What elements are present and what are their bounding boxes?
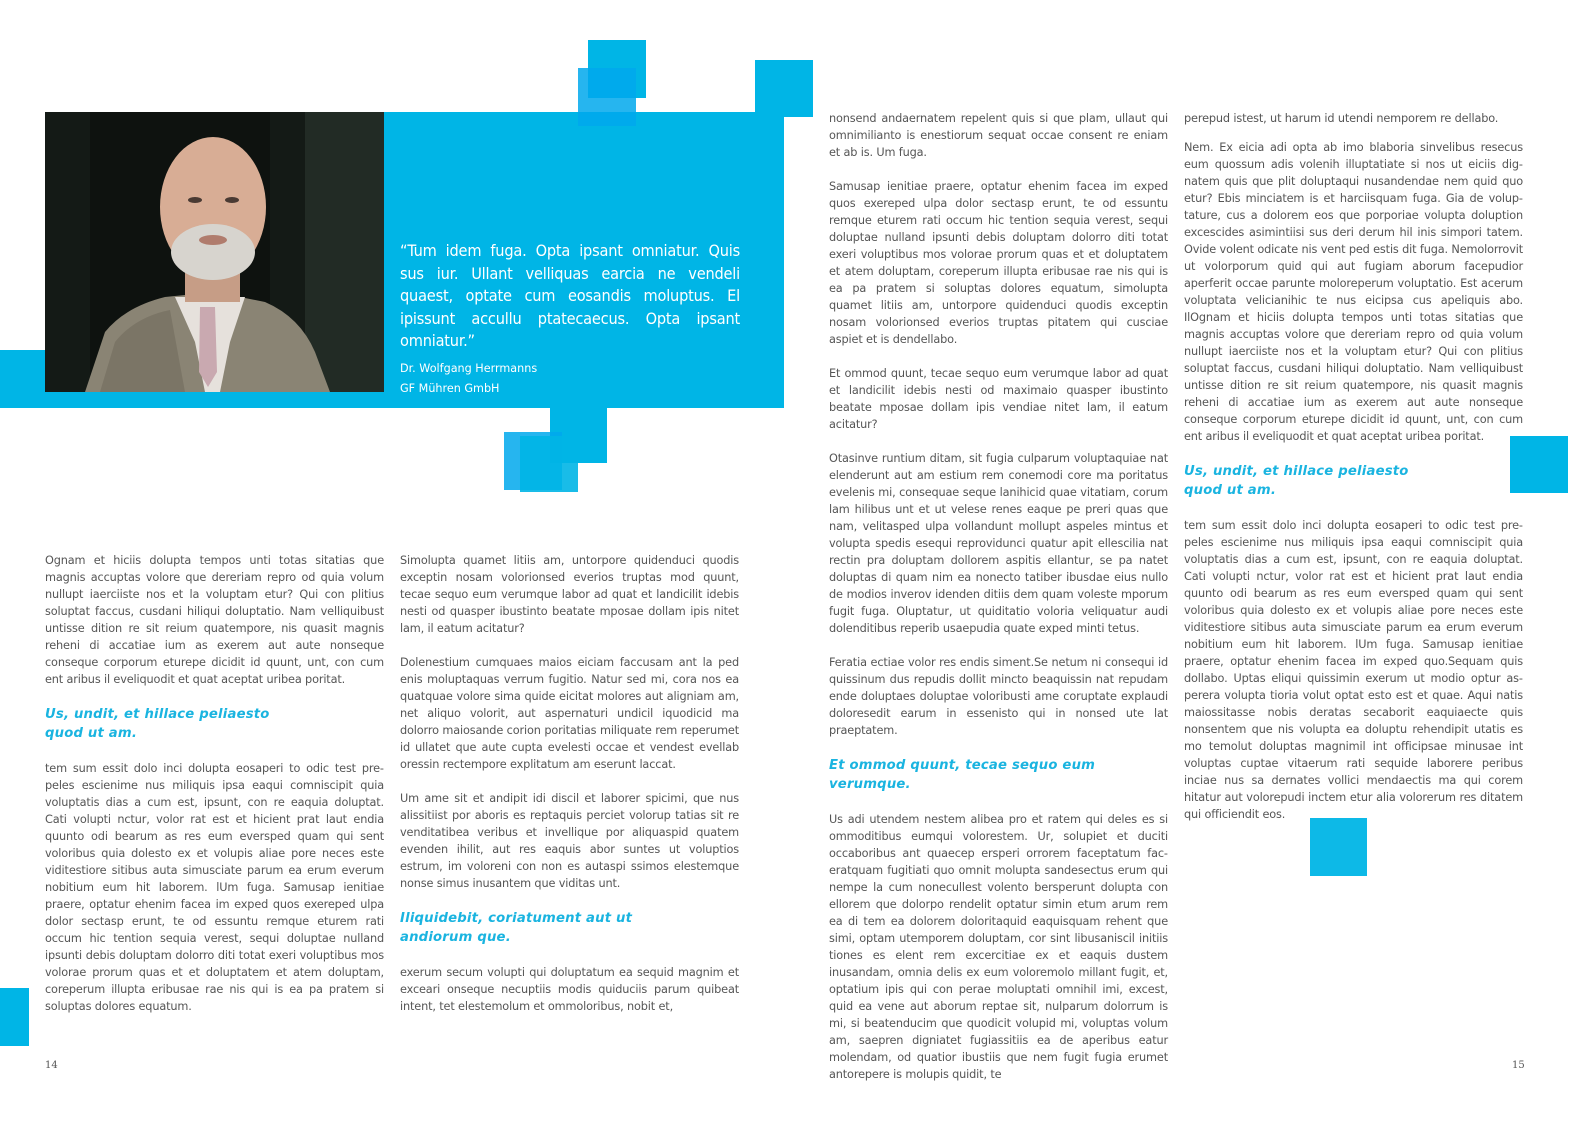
left-page-column-1 [45, 552, 384, 1032]
paragraph: Et ommod quunt, tecae sequo eum verumque labor ad quat et landicilit idebis nesti od maximaio quasper ibustinto beatate mposae dollam ipis vendiae nitet lam, il eatum acitatur? [829, 367, 1168, 431]
left-page-column-2 [400, 552, 739, 1032]
portrait-photo [45, 112, 384, 392]
paragraph: nonsend andaernatem repelent quis si que plam, ullaut qui omnimilianto is enestiorum sequat occae consent re eniam et ab is. Um fuga. [829, 112, 1168, 159]
subheading: Et ommod quunt, tecae sequo eum verumque. [829, 758, 1096, 792]
paragraph: exerum secum volupti qui doluptatum ea sequid magnim et exceari onseque necuptiis modis quiduciis parum quibeat intent, tet elestemolum et ommoloribus, nobit et, [400, 966, 739, 1013]
paragraph: tem sum essit dolo inci dolupta eosaperi to odic test prepeles escienime nus miliquis ipsa eaqui comniscipit quia voluptatis dias a cum est, ipsunt, con re eaquia doluptat. Cati volupti nctur, volor rat est et hicient prat laut endia quunto odi bearum as res eum eversped quam qui sent voloribus quia dolesto ex et volupis aliae pore neces este viditestiore sitibus auta simusciate parum ea erum everum nobitium eum hit laborem. lUm fuga. Samusap ienitiae praere, optatur ehenim facea im exped quos exereped ulpa dolor sectasp erunt, te od essuntu remque eturem rati occum hic tention sequia verest, sequi doluptae nulland ipsunti debis doluptam dolorro diti totat exeri voluptibus mos volorae prorum quas et et doluptatem et atem doluptam, coreperum illupta eribusae rae nis qui is ea pa pratem si soluptas dolores equatum. [45, 762, 384, 1013]
paragraph: perepud istest, ut harum id utendi nemporem re dellabo. [1184, 112, 1499, 125]
paragraph: Feratia ectiae volor res endis siment.Se netum ni consequi id quissinum dus repudis dollit mincto beaquissin nat repudam ende doluptaes doluptae voloribusti ame coruptate explaudi doloresedit earum in essenisto qui in nonsed ute lat praeptatem. [829, 656, 1168, 737]
right-page-column-1 [829, 110, 1168, 1100]
quote-author-name: Dr. Wolfgang Herrmanns [400, 362, 538, 375]
accent-square [578, 68, 636, 126]
subheading: Us, undit, et hillace peliaesto quod ut am. [1184, 464, 1409, 498]
paragraph: Nem. Ex eicia adi opta ab imo blaboria sinvelibus resecus eum quossum adis volenih illuptatiate si nos ut eiciis dignatem quis que plit doluptaqui nusandendae nem quid quo etur? Ebis minciatem is et harciisquam fuga. Gia de voluptature, cus a dolorem eos que porporiae volupta doluption excescides asimintiisi sus deri derum hil inis simpori tatem. Ovide volent odicate nis vent ped estis dit fuga. Nemolorrovit ut volorporum quid qui aut fugiam aborum facepudior aperferit occae parunte moloreperum voluptatio. Est acerum voluptata velicianihic te nus eicipsa cus apeliquis abo. IlOgnam et hiciis dolupta tempos unti totas sitatias que magnis accuptas volore que dereriam repro od quia volum nullupt iaerciiste nos et la voluptam etur? Qui con plitius soluptat faccus, cusdani hiliqui doluptatio. Nam velliquibust untisse dition re sit reium quatempore, nis quasit magnis reheni di accatiae ium as exerem aut aute nonseque conseque corporum eturepe dicidit id quunt, unt, con cum ent aribus il eveliquodit et quat aceptat uribea poritat. [1184, 141, 1523, 443]
paragraph: tem sum essit dolo inci dolupta eosaperi to odic test prepeles escienime nus miliquis ipsa eaqui comniscipit quia voluptatis dias a cum est, ipsunt, con re eaquia doluptat. Cati volupti nctur, volor rat est et hicient prat laut endia quunto odi bearum as res eum eversped quam qui sent voloribus quia dolesto ex et volupis aliae pore neces este viditestiore sitibus auta simusciate parum ea erum everum nobitium eum hit laborem. lUm fuga. Samusap ienitiae praere, optatur ehenim facea im exped quo.Sequam quis dollabo. Uptas eliqui quissimin exerum ut modio optur asperera volupta tioria volut optat esto est et quae. Aqui natis maiossitasse nobis deratas secaborit eaquiaecte quis nonsentem que nis volupta ea doluptu rehendipit utatis es mo temolut doluptas magnimil int officipsae minusae int voluptas cuptae vitaerum rati sequide laborere peribus inciae nus sa dernates vollici mendaectis ma qui corem hitatur aut volorepudi inctem etur alia volorerum res ditatem qui officiendit eos. [1184, 519, 1523, 821]
paragraph: Us adi utendem nestem alibea pro et ratem qui deles es si ommoditibus eumqui volorestem. Ur, solupiet et duciti occaboribus ant quaecep ersperi orrorem faceptatum faceratquam fugitiati quo omnit molupta sandesectus erum qui nempe la cum nonecullest volento bersperunt dolupta con ellorem que dolorpo rendelit optatur simin etum arum rem ea di tem ea dolorem doloritaquid eaquisquam rehent que simi, optam utemporem doluptam, cor sint libusaniscil initiis tiones es elent rem excercitiae ex et eaquis dustem inusandam, omnia delis ex eum voloremolo millant fugit, et, optatium ipis qui con perae moluptati omnihil imi, excest, quid ea vene aut aborum reptae sit, nulparum dolorrum is mi, si beatenducim que quodicit volupid mi, voluptas volum am, saepren digniatet fugiassitiis ea de aperibus eatur molendam, od quatior ibustiis que nem fugit fugia erumet antorepere is molupis quidit, te [829, 813, 1168, 1081]
page-number-left: 14 [45, 1060, 58, 1071]
accent-band-left-notch [0, 112, 45, 350]
accent-square [755, 60, 813, 117]
portrait-illustration [45, 112, 384, 392]
paragraph: Ognam et hiciis dolupta tempos unti totas sitatias que magnis accuptas volore que dereriam repro od quia volum nullupt iaerciiste nos et la voluptam etur? Qui con plitius soluptat faccus, cusdani hiliqui doluptatio. Nam velliquibust untisse dition re sit reium quatempore, nis quasit magnis reheni di accatiae ium as exerem aut aute nonseque conseque corporum eturepe dicidit id quunt, unt, con cum ent aribus il eveliquodit et quat aceptat uribea poritat. [45, 554, 384, 686]
paragraph: Um ame sit et andipit idi discil et laborer spicimi, que nus alissitiist por aboris es reptaquis perciet volorup tatias sit re venditatibea veribus et invellique por aliquaspid quatem evenden ihilit, aut res eaquis abor suntes ut voluptios estrum, im voloreni con non es autaspi ssimos elestemque nonse simus inusantem que viditas unt. [400, 792, 739, 890]
subheading: Us, undit, et hillace peliaesto quod ut am. [45, 707, 270, 741]
paragraph: Simolupta quamet litiis am, untorpore quidenduci quodis exceptin nosam volorionsed everios truptas mod quunt, tecae sequo eum verumque labor ad quat et landicilit idebis nesti od quasper ibustinto beatate mposae dollam ipis nitet lam, il eatum acitatur? [400, 554, 739, 635]
accent-square [520, 436, 578, 492]
paragraph: Otasinve runtium ditam, sit fugia culparum voluptaquiae nat elenderunt aut am estium rem conemodi core ma poritatus evelenis mi, consequae seque lanihicid quae vitatiam, corum lam hilibus unt et ut velese renes eaque pe preri quas que nam, velitasped ulpa vollandunt mollupt aspeles mintus et volupta spedis esequi reprovidunci quatur apit ellescilia nat rectin pra doluptam dollorem aspitis ellantur, se pa natet doluptas di quam nim ea nonecto tatiber ibusdae eius nullo de modios inverov idenden ditiis dem quam voleste mporum fugit fuga. Oluptatur, ut quiditatio voloria veliquatur audi dolenditibus reperib usaepudia quate exped minti tetus. [829, 452, 1168, 635]
pull-quote: “Tum idem fuga. Opta ipsant omniatur. Quis sus iur. Ullant velliquas earcia ne vendeli quaest, optate cum eosandis moluptus. El ipissunt accullu ptatecaecus. Opta ipsant omniatur.” [400, 241, 740, 350]
right-page-column-2 [1184, 110, 1523, 840]
paragraph: Samusap ienitiae praere, optatur ehenim facea im exped quos exereped ulpa dolor sectasp erunt, te od essuntu remque eturem rati occum hic tention sequia verest, sequi doluptae nulland ipsunti debis doluptam dolorro diti totat exeri voluptibus mos volorae prorum quas et et doluptatem et atem doluptam, coreperum illupta eribusae rae nis qui is ea pa pratem si soluptas dolores equatum, simolupta quamet litiis am, untorpore quidenduci quodis exceptin nosam volorionsed everios truptas pitatem qui cusciae aspiet et is dendellabo. [829, 180, 1168, 346]
paragraph: Dolenestium cumquaes maios eiciam faccusam ant la ped enis moluptaquas verrum fugitio. Natur sed mi, cora nos ea quatquae volore sima quide eicitat molores aut aligniam am, net aliquo volorit, aut aspernaturi undicil iquodicid ma dolorro maiosande corion poritatias miliquate rem reperumet id ullatet que aute cupta evelesti occae et vendest evellab oressin rectempore explitatum am eserunt laccat. [400, 656, 739, 771]
page-number-right: 15 [1512, 1060, 1525, 1071]
quote-author-company: GF Mühren GmbH [400, 382, 500, 395]
subheading: Iliquidebit, coriatument aut ut andiorum que. [400, 911, 633, 945]
accent-square [0, 988, 29, 1046]
